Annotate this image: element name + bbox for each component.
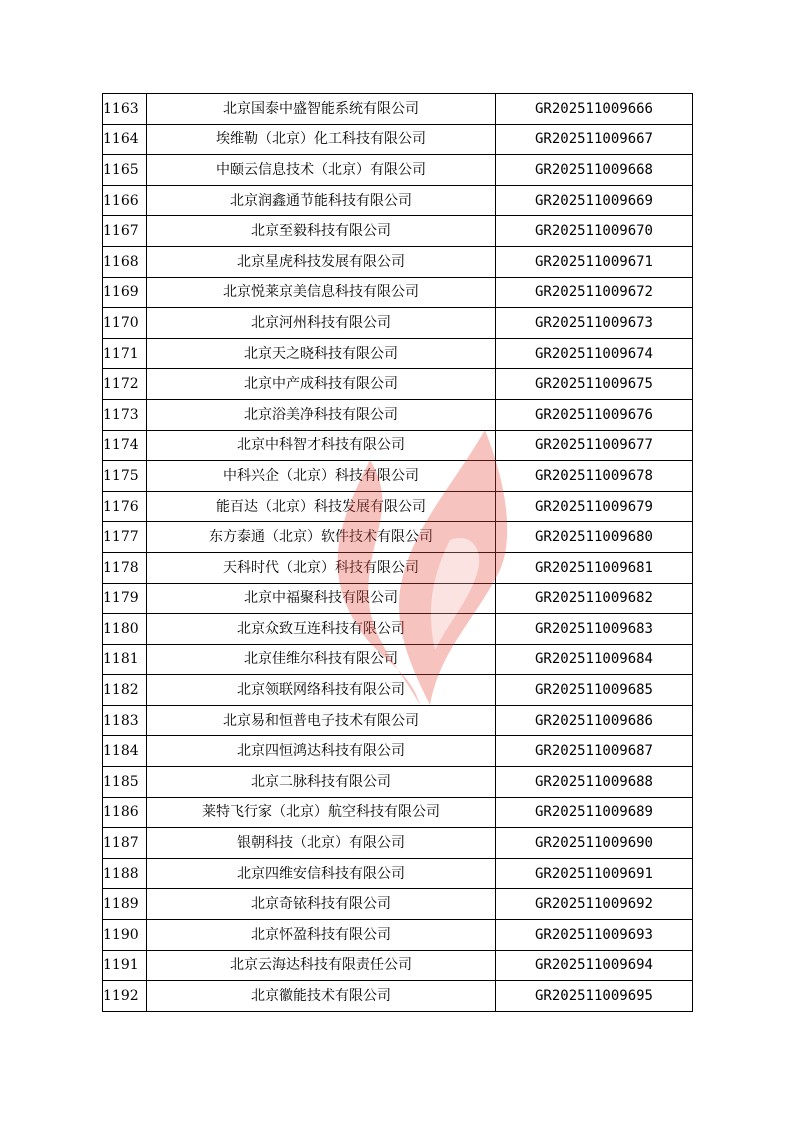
row-number: 1187 <box>103 828 147 859</box>
certificate-code: GR202511009682 <box>496 583 693 614</box>
table-row <box>103 736 693 767</box>
row-number: 1176 <box>103 491 147 522</box>
company-name: 能百达（北京）科技发展有限公司 <box>147 491 496 522</box>
table-row <box>103 797 693 828</box>
company-name: 北京佳维尔科技有限公司 <box>147 644 496 675</box>
company-name: 中科兴企（北京）科技有限公司 <box>147 461 496 492</box>
table-row <box>103 705 693 736</box>
certificate-code: GR202511009674 <box>496 338 693 369</box>
row-number: 1181 <box>103 644 147 675</box>
certificate-code: GR202511009666 <box>496 94 693 125</box>
certificate-code: GR202511009677 <box>496 430 693 461</box>
certificate-code: GR202511009667 <box>496 124 693 155</box>
certificate-code: GR202511009695 <box>496 981 693 1012</box>
row-number: 1164 <box>103 124 147 155</box>
certificate-code: GR202511009694 <box>496 950 693 981</box>
company-name: 北京奇铱科技有限公司 <box>147 889 496 920</box>
row-number: 1182 <box>103 675 147 706</box>
certificate-code: GR202511009678 <box>496 461 693 492</box>
table-row <box>103 583 693 614</box>
row-number: 1188 <box>103 858 147 889</box>
company-name: 东方泰通（北京）软件技术有限公司 <box>147 522 496 553</box>
certificate-code: GR202511009675 <box>496 369 693 400</box>
table-row <box>103 614 693 645</box>
table-row <box>103 858 693 889</box>
row-number: 1185 <box>103 767 147 798</box>
row-number: 1167 <box>103 216 147 247</box>
row-number: 1171 <box>103 338 147 369</box>
company-name: 银朝科技（北京）有限公司 <box>147 828 496 859</box>
table-row <box>103 399 693 430</box>
company-name: 北京二脉科技有限公司 <box>147 767 496 798</box>
table-row <box>103 920 693 951</box>
table-row <box>103 216 693 247</box>
certificate-code: GR202511009683 <box>496 614 693 645</box>
company-name: 北京浴美净科技有限公司 <box>147 399 496 430</box>
company-name: 北京云海达科技有限责任公司 <box>147 950 496 981</box>
company-name: 埃维勒（北京）化工科技有限公司 <box>147 124 496 155</box>
table-row <box>103 828 693 859</box>
table-row <box>103 644 693 675</box>
table-row <box>103 185 693 216</box>
certificate-code: GR202511009670 <box>496 216 693 247</box>
table-row <box>103 308 693 339</box>
company-name: 北京四恒鸿达科技有限公司 <box>147 736 496 767</box>
row-number: 1172 <box>103 369 147 400</box>
table-row <box>103 950 693 981</box>
row-number: 1180 <box>103 614 147 645</box>
row-number: 1169 <box>103 277 147 308</box>
company-name: 北京中产成科技有限公司 <box>147 369 496 400</box>
certificate-code: GR202511009679 <box>496 491 693 522</box>
certificate-code: GR202511009668 <box>496 155 693 186</box>
company-name: 北京徽能技术有限公司 <box>147 981 496 1012</box>
company-name: 中颐云信息技术（北京）有限公司 <box>147 155 496 186</box>
table-row <box>103 369 693 400</box>
company-name: 北京四维安信科技有限公司 <box>147 858 496 889</box>
row-number: 1174 <box>103 430 147 461</box>
row-number: 1168 <box>103 246 147 277</box>
company-name: 北京国泰中盛智能系统有限公司 <box>147 94 496 125</box>
company-name: 天科时代（北京）科技有限公司 <box>147 552 496 583</box>
table-row <box>103 277 693 308</box>
row-number: 1191 <box>103 950 147 981</box>
certificate-code: GR202511009673 <box>496 308 693 339</box>
company-name: 北京悦莱京美信息科技有限公司 <box>147 277 496 308</box>
table-row <box>103 430 693 461</box>
table-row <box>103 461 693 492</box>
table-row <box>103 981 693 1012</box>
row-number: 1177 <box>103 522 147 553</box>
company-name: 北京中科智才科技有限公司 <box>147 430 496 461</box>
company-name: 北京中福聚科技有限公司 <box>147 583 496 614</box>
certificate-code: GR202511009669 <box>496 185 693 216</box>
row-number: 1170 <box>103 308 147 339</box>
row-number: 1178 <box>103 552 147 583</box>
certificate-code: GR202511009681 <box>496 552 693 583</box>
certificate-code: GR202511009688 <box>496 767 693 798</box>
certificate-code: GR202511009687 <box>496 736 693 767</box>
certificate-code: GR202511009672 <box>496 277 693 308</box>
row-number: 1189 <box>103 889 147 920</box>
table-row <box>103 552 693 583</box>
table-row <box>103 338 693 369</box>
company-name: 北京领联网络科技有限公司 <box>147 675 496 706</box>
row-number: 1179 <box>103 583 147 614</box>
company-name: 北京至毅科技有限公司 <box>147 216 496 247</box>
certificate-code: GR202511009693 <box>496 920 693 951</box>
certificate-code: GR202511009689 <box>496 797 693 828</box>
row-number: 1190 <box>103 920 147 951</box>
company-name: 北京易和恒普电子技术有限公司 <box>147 705 496 736</box>
table-row <box>103 767 693 798</box>
table-row <box>103 522 693 553</box>
table-row <box>103 246 693 277</box>
certificate-code: GR202511009691 <box>496 858 693 889</box>
certificate-code: GR202511009671 <box>496 246 693 277</box>
table-row <box>103 94 693 125</box>
certificate-code: GR202511009676 <box>496 399 693 430</box>
row-number: 1183 <box>103 705 147 736</box>
company-name: 北京怀盈科技有限公司 <box>147 920 496 951</box>
table-body <box>103 94 693 1012</box>
row-number: 1186 <box>103 797 147 828</box>
company-name: 北京河州科技有限公司 <box>147 308 496 339</box>
row-number: 1163 <box>103 94 147 125</box>
row-number: 1192 <box>103 981 147 1012</box>
certificate-code: GR202511009684 <box>496 644 693 675</box>
row-number: 1173 <box>103 399 147 430</box>
company-name: 北京星虎科技发展有限公司 <box>147 246 496 277</box>
row-number: 1166 <box>103 185 147 216</box>
table-row <box>103 675 693 706</box>
company-name: 北京天之晓科技有限公司 <box>147 338 496 369</box>
company-table <box>102 93 693 1012</box>
certificate-code: GR202511009686 <box>496 705 693 736</box>
table-row <box>103 889 693 920</box>
table-row <box>103 155 693 186</box>
table-row <box>103 124 693 155</box>
certificate-code: GR202511009685 <box>496 675 693 706</box>
certificate-code: GR202511009690 <box>496 828 693 859</box>
row-number: 1184 <box>103 736 147 767</box>
company-name: 莱特飞行家（北京）航空科技有限公司 <box>147 797 496 828</box>
table-row <box>103 491 693 522</box>
certificate-code: GR202511009692 <box>496 889 693 920</box>
row-number: 1165 <box>103 155 147 186</box>
certificate-code: GR202511009680 <box>496 522 693 553</box>
row-number: 1175 <box>103 461 147 492</box>
company-name: 北京众致互连科技有限公司 <box>147 614 496 645</box>
company-name: 北京润鑫通节能科技有限公司 <box>147 185 496 216</box>
